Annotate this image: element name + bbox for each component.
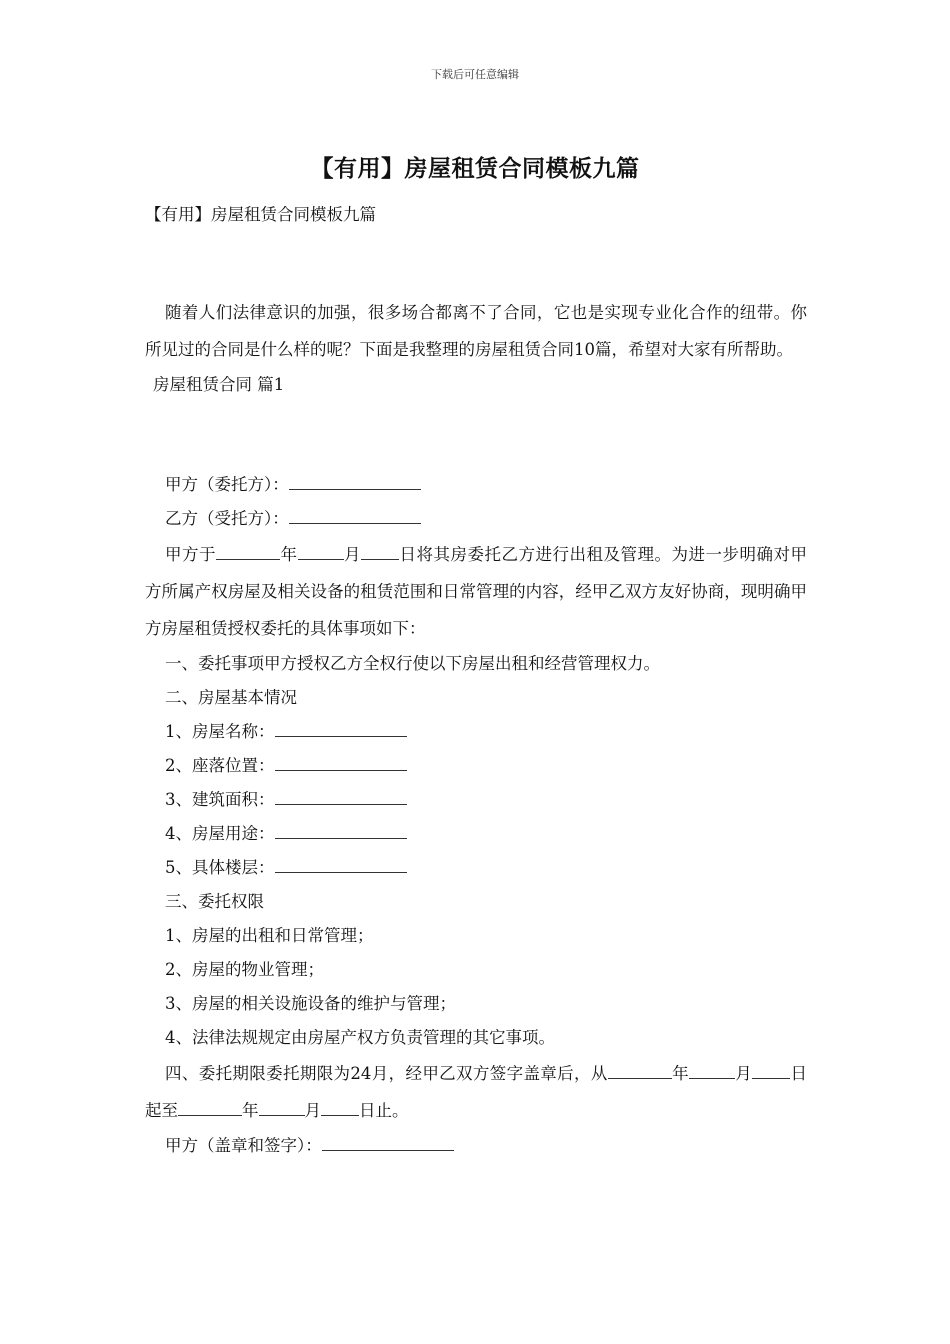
house-field-label: 2、座落位置： <box>165 756 275 775</box>
entrust-text-3: 月 <box>343 545 361 564</box>
clause-2-heading: 二、房屋基本情况 <box>165 688 297 707</box>
authority-item: 2、房屋的物业管理； <box>165 960 324 979</box>
house-name-line <box>145 715 807 749</box>
term-start-day-blank[interactable] <box>752 1063 790 1079</box>
house-field-label: 1、房屋名称： <box>165 722 275 741</box>
sign-a-label: 甲方（盖章和签字）： <box>165 1136 322 1155</box>
term-text-7: 日止。 <box>359 1101 409 1120</box>
house-use-line <box>145 817 807 851</box>
term-end-month-blank[interactable] <box>259 1100 305 1116</box>
document-title: 【有用】房屋租赁合同模板九篇 <box>310 156 640 182</box>
term-end-day-blank[interactable] <box>321 1100 359 1116</box>
party-a-blank[interactable] <box>289 474 421 490</box>
party-a-label: 甲方（委托方）： <box>165 475 289 494</box>
house-location-line <box>145 749 807 783</box>
house-floor-blank[interactable] <box>275 857 407 873</box>
house-location-blank[interactable] <box>275 755 407 771</box>
entrust-text-1: 甲方于 <box>165 545 216 564</box>
header-note: 下载后可任意编辑 <box>431 68 519 81</box>
entrust-month-blank[interactable] <box>298 544 344 560</box>
authority-item: 3、房屋的相关设施设备的维护与管理； <box>165 994 456 1013</box>
spacer <box>145 402 807 468</box>
term-start-year-blank[interactable] <box>608 1063 672 1079</box>
entrust-paragraph <box>145 536 807 647</box>
sign-a-line <box>145 1129 807 1163</box>
entrust-day-blank[interactable] <box>361 544 399 560</box>
clause-1: 一、委托事项甲方授权乙方全权行使以下房屋出租和经营管理权力。 <box>165 654 660 673</box>
term-text-2: 年 <box>671 1064 689 1083</box>
party-b-line <box>145 502 807 536</box>
term-text-6: 月 <box>304 1101 321 1120</box>
house-area-blank[interactable] <box>275 789 407 805</box>
term-end-year-blank[interactable] <box>178 1100 242 1116</box>
document-body <box>145 198 807 1163</box>
intro-paragraph: 随着人们法律意识的加强，很多场合都离不了合同，它也是实现专业化合作的纽带。你所见过的合同是什么样的呢？下面是我整理的房屋租赁合同10篇，希望对大家有所帮助。 <box>145 303 807 359</box>
term-text-5: 年 <box>242 1101 259 1120</box>
term-start-month-blank[interactable] <box>689 1063 735 1079</box>
house-floor-line <box>145 851 807 885</box>
sign-a-blank[interactable] <box>322 1135 454 1151</box>
authority-item: 1、房屋的出租和日常管理； <box>165 926 374 945</box>
entrust-text-4: 日将其房委托乙方进行出租及管理。为进一步明确对甲方所属产权房屋及相关设备的租赁范围和日常管理的内容，经甲乙双方友好协商，现明确甲方房屋租赁授权委托的具体事项如下： <box>145 545 807 638</box>
term-paragraph <box>145 1055 807 1129</box>
entrust-year-blank[interactable] <box>216 544 280 560</box>
entrust-text-2: 年 <box>280 545 298 564</box>
section-heading: 房屋租赁合同 篇1 <box>153 375 285 394</box>
house-use-blank[interactable] <box>275 823 407 839</box>
term-text-3: 月 <box>734 1064 753 1083</box>
party-a-line <box>145 468 807 502</box>
house-area-line <box>145 783 807 817</box>
house-field-label: 4、房屋用途： <box>165 824 275 843</box>
house-name-blank[interactable] <box>275 721 407 737</box>
authority-item: 4、法律法规规定由房屋产权方负责管理的其它事项。 <box>165 1028 555 1047</box>
term-text-4: 日起至 <box>145 1064 808 1120</box>
term-text-1: 四、委托期限委托期限为24月，经甲乙双方签字盖章后，从 <box>165 1064 608 1083</box>
party-b-label: 乙方（受托方）： <box>165 509 289 528</box>
party-b-blank[interactable] <box>289 508 421 524</box>
spacer <box>145 232 807 294</box>
house-field-label: 5、具体楼层： <box>165 858 275 877</box>
document-subtitle: 【有用】房屋租赁合同模板九篇 <box>145 205 376 224</box>
clause-3-heading: 三、委托权限 <box>165 892 264 911</box>
house-field-label: 3、建筑面积： <box>165 790 275 809</box>
